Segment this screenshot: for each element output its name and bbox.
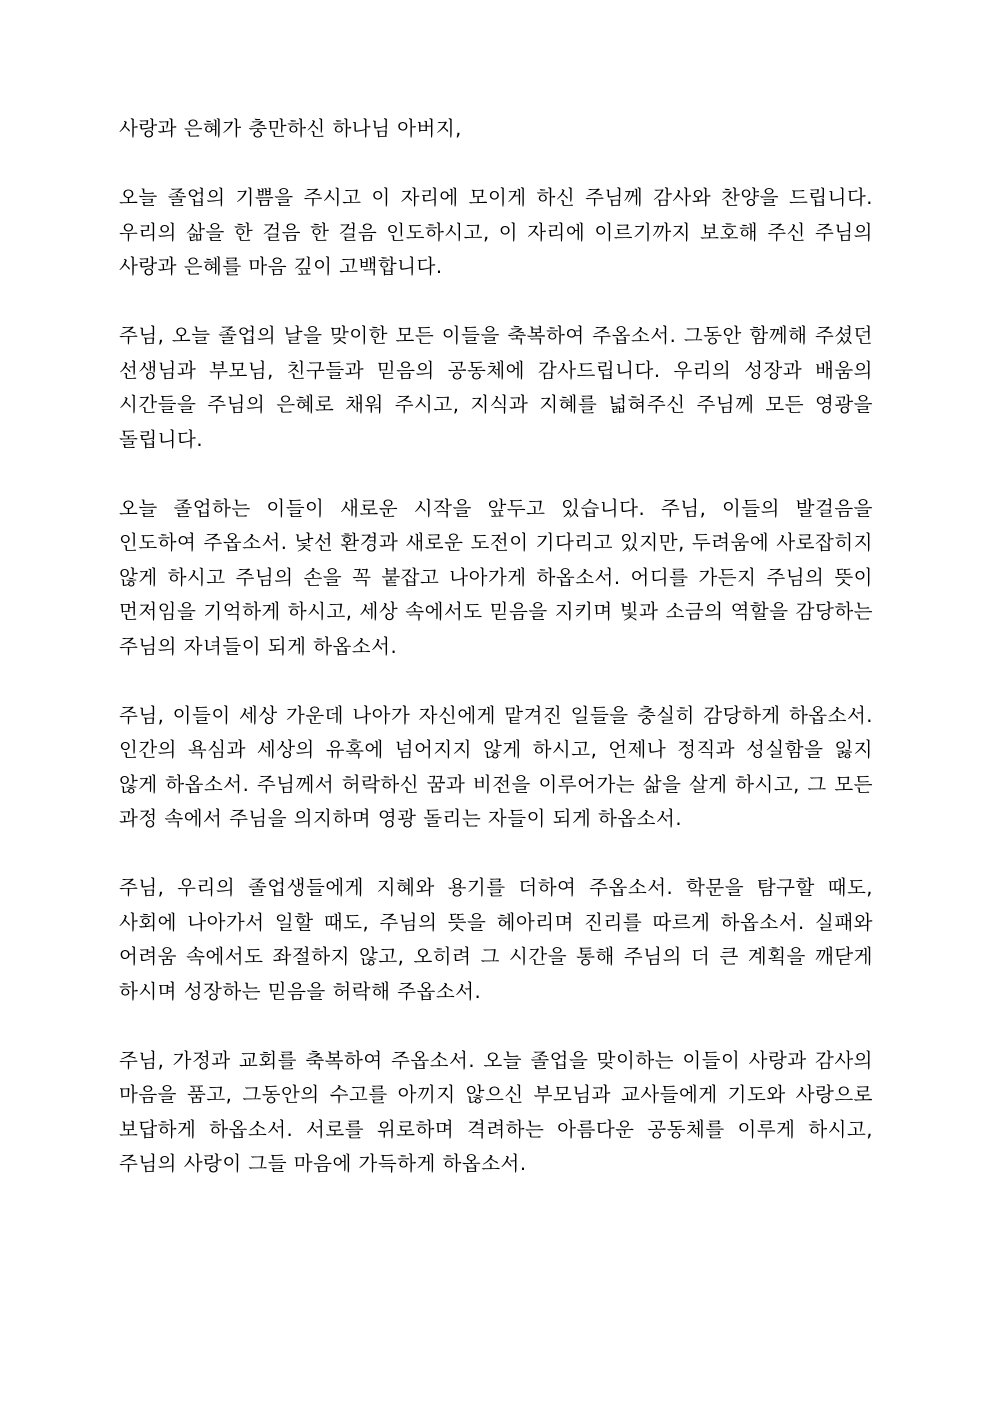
paragraph-new-beginning: 오늘 졸업하는 이들이 새로운 시작을 앞두고 있습니다. 주님, 이들의 발걸음을 인도하여 주옵소서. 낯선 환경과 새로운 도전이 기다리고 있지만, 두려움에 사로잡히지 않게 하시고 주님의 손을 꼭 붙잡고 나아가게 하옵소서. 어디를 가든지 주님의 뜻이 먼저임을 기억하게 하시고, 세상 속에서도 믿음을 지키며 빛과 소금의 역할을 감당하는 주님의 자녀들이 되게 하옵소서.: [119, 496, 873, 658]
prayer-text-block: [119, 112, 873, 1216]
paragraph-wisdom-courage: 주님, 우리의 졸업생들에게 지혜와 용기를 더하여 주옵소서. 학문을 탐구할 때도, 사회에 나아가서 일할 때도, 주님의 뜻을 헤아리며 진리를 따르게 하옵소서. 실패와 어려움 속에서도 좌절하지 않고, 오히려 그 시간을 통해 주님의 더 큰 계획을 깨닫게 하시며 성장하는 믿음을 허락해 주옵소서.: [119, 876, 873, 1003]
paragraph-family-church: 주님, 가정과 교회를 축복하여 주옵소서. 오늘 졸업을 맞이하는 이들이 사랑과 감사의 마음을 품고, 그동안의 수고를 아끼지 않으신 부모님과 교사들에게 기도와 사랑으로 보답하게 하옵소서. 서로를 위로하며 격려하는 아름다운 공동체를 이루게 하시고, 주님의 사랑이 그들 마음에 가득하게 하옵소서.: [119, 1048, 873, 1175]
paragraph-blessing-graduates: 주님, 오늘 졸업의 날을 맞이한 모든 이들을 축복하여 주옵소서. 그동안 함께해 주셨던 선생님과 부모님, 친구들과 믿음의 공동체에 감사드립니다. 우리의 성장과 배움의 시간들을 주님의 은혜로 채워 주시고, 지식과 지혜를 넓혀주신 주님께 모든 영광을 돌립니다.: [119, 324, 873, 451]
paragraph-thanksgiving: 오늘 졸업의 기쁨을 주시고 이 자리에 모이게 하신 주님께 감사와 찬양을 드립니다. 우리의 삶을 한 걸음 한 걸음 인도하시고, 이 자리에 이르기까지 보호해 주신 주님의 사랑과 은혜를 마음 깊이 고백합니다.: [119, 186, 873, 278]
greeting-line: 사랑과 은혜가 충만하신 하나님 아버지,: [119, 117, 462, 140]
paragraph-faithfulness: 주님, 이들이 세상 가운데 나아가 자신에게 맡겨진 일들을 충실히 감당하게 하옵소서. 인간의 욕심과 세상의 유혹에 넘어지지 않게 하시고, 언제나 정직과 성실함을 잃지 않게 하옵소서. 주님께서 허락하신 꿈과 비전을 이루어가는 삶을 살게 하시고, 그 모든 과정 속에서 주님을 의지하며 영광 돌리는 자들이 되게 하옵소서.: [119, 703, 873, 830]
